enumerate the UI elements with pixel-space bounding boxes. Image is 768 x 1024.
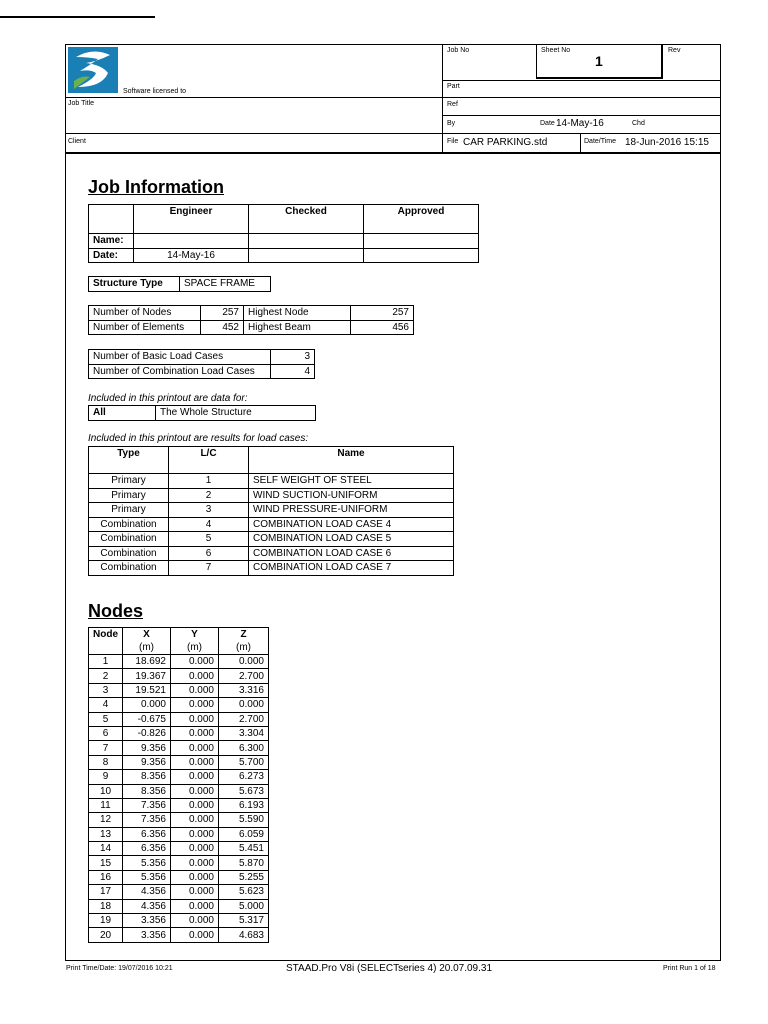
table-row <box>89 741 269 755</box>
node-id-cell: 4 <box>89 698 123 712</box>
table-row <box>89 870 269 884</box>
node-y-cell: 0.000 <box>171 885 219 899</box>
lc-name-cell: COMBINATION LOAD CASE 7 <box>249 561 454 576</box>
highest-beam-value: 456 <box>351 320 414 335</box>
lc-name-cell: SELF WEIGHT OF STEEL <box>249 474 454 489</box>
node-x-cell: 9.356 <box>123 755 171 769</box>
all-label: All <box>89 406 156 421</box>
table-row <box>89 726 269 740</box>
part-label: Part <box>447 83 460 90</box>
date-label: Date <box>540 120 555 127</box>
node-x-cell: 6.356 <box>123 842 171 856</box>
node-y-cell: 0.000 <box>171 813 219 827</box>
node-z-cell: 5.623 <box>219 885 269 899</box>
datetime-value: 18-Jun-2016 15:15 <box>625 137 709 148</box>
node-z-cell: 6.300 <box>219 741 269 755</box>
node-y-cell: 0.000 <box>171 928 219 942</box>
table-row <box>89 655 269 669</box>
node-z-cell: 0.000 <box>219 698 269 712</box>
basic-lc-label: Number of Basic Load Cases <box>89 350 271 365</box>
node-y-cell: 0.000 <box>171 726 219 740</box>
lc-name-cell: WIND SUCTION-UNIFORM <box>249 488 454 503</box>
table-row <box>89 813 269 827</box>
blank-cell <box>89 205 134 234</box>
lc-type-cell: Primary <box>89 488 169 503</box>
header-divider <box>442 115 721 116</box>
node-z-cell: 5.673 <box>219 784 269 798</box>
z-unit: (m) <box>236 642 251 653</box>
elements-label: Number of Elements <box>89 320 201 335</box>
node-x-cell: 6.356 <box>123 827 171 841</box>
node-id-cell: 9 <box>89 770 123 784</box>
node-x-cell: 5.356 <box>123 856 171 870</box>
node-x-cell: 18.692 <box>123 655 171 669</box>
basic-lc-count: 3 <box>271 350 315 365</box>
lc-type-cell: Combination <box>89 561 169 576</box>
table-row <box>89 503 454 518</box>
node-y-cell: 0.000 <box>171 798 219 812</box>
table-row <box>89 827 269 841</box>
highest-beam-label: Highest Beam <box>244 320 351 335</box>
program-version: STAAD.Pro V8i (SELECTseries 4) 20.07.09.31 <box>286 963 493 974</box>
node-x-cell: 3.356 <box>123 928 171 942</box>
table-row <box>89 928 269 942</box>
x-header-label: X <box>143 629 150 640</box>
table-row <box>89 914 269 928</box>
node-y-cell: 0.000 <box>171 914 219 928</box>
load-case-count-table <box>88 349 315 379</box>
node-x-cell: -0.826 <box>123 726 171 740</box>
y-unit: (m) <box>187 642 202 653</box>
z-header-label: Z <box>240 629 247 640</box>
node-z-cell: 5.255 <box>219 870 269 884</box>
lc-name-cell: WIND PRESSURE-UNIFORM <box>249 503 454 518</box>
node-y-cell: 0.000 <box>171 698 219 712</box>
header-divider <box>65 133 721 134</box>
rev-label: Rev <box>668 47 681 54</box>
print-run: Print Run 1 of 18 <box>663 965 716 972</box>
approved-header: Approved <box>364 205 479 234</box>
results-included-note: Included in this printout are results for load cases: <box>88 433 309 444</box>
comb-lc-count: 4 <box>271 364 315 379</box>
x-unit: (m) <box>139 642 154 653</box>
node-y-cell: 0.000 <box>171 856 219 870</box>
table-row <box>89 669 269 683</box>
table-row <box>89 770 269 784</box>
node-y-cell: 0.000 <box>171 770 219 784</box>
node-z-cell: 6.273 <box>219 770 269 784</box>
date-value: 14-May-16 <box>556 118 604 129</box>
node-y-cell: 0.000 <box>171 784 219 798</box>
table-row <box>89 474 454 489</box>
table-row <box>89 899 269 913</box>
job-title-label: Job Title <box>68 100 95 107</box>
node-x-cell: 7.356 <box>123 798 171 812</box>
structure-type-table <box>88 276 271 292</box>
node-x-cell: 0.000 <box>123 698 171 712</box>
lc-number-cell: 2 <box>169 488 249 503</box>
nodes-label: Number of Nodes <box>89 306 201 321</box>
lc-name-cell: COMBINATION LOAD CASE 4 <box>249 517 454 532</box>
node-y-cell: 0.000 <box>171 683 219 697</box>
job-info-table <box>88 204 479 263</box>
node-z-cell: 5.590 <box>219 813 269 827</box>
header-divider <box>442 44 443 153</box>
table-row <box>89 546 454 561</box>
node-z-cell: 6.059 <box>219 827 269 841</box>
table-row <box>89 517 454 532</box>
node-z-cell: 5.870 <box>219 856 269 870</box>
structure-type-label: Structure Type <box>89 277 180 292</box>
highest-node-label: Highest Node <box>244 306 351 321</box>
type-header: Type <box>89 447 169 474</box>
all-value: The Whole Structure <box>156 406 316 421</box>
top-rule <box>0 16 155 18</box>
header-divider <box>442 80 721 81</box>
node-id-cell: 12 <box>89 813 123 827</box>
node-x-cell: 19.367 <box>123 669 171 683</box>
header-bottom-rule <box>65 152 721 154</box>
table-row <box>89 561 454 576</box>
sheet-no-label: Sheet No <box>541 47 571 54</box>
x-header <box>123 628 171 655</box>
file-label: File <box>447 138 459 145</box>
node-x-cell: 9.356 <box>123 741 171 755</box>
table-row <box>89 683 269 697</box>
node-y-cell: 0.000 <box>171 842 219 856</box>
node-z-cell: 4.683 <box>219 928 269 942</box>
lc-type-cell: Combination <box>89 532 169 547</box>
table-row <box>89 532 454 547</box>
approved-date <box>364 248 479 263</box>
node-id-cell: 11 <box>89 798 123 812</box>
node-y-cell: 0.000 <box>171 899 219 913</box>
y-header-label: Y <box>191 629 198 640</box>
node-z-cell: 2.700 <box>219 669 269 683</box>
table-row <box>89 488 454 503</box>
data-included-note: Included in this printout are data for: <box>88 393 248 404</box>
node-y-cell: 0.000 <box>171 655 219 669</box>
node-id-cell: 6 <box>89 726 123 740</box>
lc-number-cell: 1 <box>169 474 249 489</box>
print-time: Print Time/Date: 19/07/2016 10:21 <box>66 965 173 972</box>
node-id-cell: 14 <box>89 842 123 856</box>
datetime-label: Date/Time <box>584 138 617 145</box>
name-label: Name: <box>89 234 134 249</box>
included-data-table <box>88 405 316 421</box>
lc-name-cell: COMBINATION LOAD CASE 5 <box>249 532 454 547</box>
load-cases-table <box>88 446 454 576</box>
node-id-cell: 15 <box>89 856 123 870</box>
counts-table <box>88 305 414 335</box>
lc-type-cell: Primary <box>89 503 169 518</box>
engineer-name <box>134 234 249 249</box>
node-id-cell: 20 <box>89 928 123 942</box>
node-id-cell: 17 <box>89 885 123 899</box>
lc-number-cell: 6 <box>169 546 249 561</box>
checked-date <box>249 248 364 263</box>
node-id-cell: 19 <box>89 914 123 928</box>
checked-name <box>249 234 364 249</box>
node-id-cell: 7 <box>89 741 123 755</box>
lc-number-cell: 7 <box>169 561 249 576</box>
node-id-cell: 8 <box>89 755 123 769</box>
node-y-cell: 0.000 <box>171 870 219 884</box>
lc-number-cell: 4 <box>169 517 249 532</box>
node-x-cell: 5.356 <box>123 870 171 884</box>
node-z-cell: 5.451 <box>219 842 269 856</box>
node-id-cell: 3 <box>89 683 123 697</box>
sheet-no-value: 1 <box>595 53 603 69</box>
y-header <box>171 628 219 655</box>
node-y-cell: 0.000 <box>171 741 219 755</box>
engineer-header: Engineer <box>134 205 249 234</box>
node-z-cell: 5.000 <box>219 899 269 913</box>
node-y-cell: 0.000 <box>171 669 219 683</box>
approved-name <box>364 234 479 249</box>
node-id-cell: 2 <box>89 669 123 683</box>
node-z-cell: 6.193 <box>219 798 269 812</box>
node-x-cell: 19.521 <box>123 683 171 697</box>
node-id-cell: 1 <box>89 655 123 669</box>
node-x-cell: 4.356 <box>123 899 171 913</box>
lc-number-cell: 5 <box>169 532 249 547</box>
node-header: Node <box>89 628 123 655</box>
header-divider <box>65 97 721 98</box>
lc-name-cell: COMBINATION LOAD CASE 6 <box>249 546 454 561</box>
node-z-cell: 5.700 <box>219 755 269 769</box>
checked-header: Checked <box>249 205 364 234</box>
engineer-date: 14-May-16 <box>134 248 249 263</box>
lc-type-cell: Combination <box>89 517 169 532</box>
node-y-cell: 0.000 <box>171 827 219 841</box>
staad-logo <box>68 47 118 93</box>
node-x-cell: -0.675 <box>123 712 171 726</box>
lc-type-cell: Primary <box>89 474 169 489</box>
node-x-cell: 3.356 <box>123 914 171 928</box>
nodes-title: Nodes <box>88 601 144 621</box>
table-row <box>89 755 269 769</box>
node-y-cell: 0.000 <box>171 712 219 726</box>
date-row-label: Date: <box>89 248 134 263</box>
ref-label: Ref <box>447 101 458 108</box>
comb-lc-label: Number of Combination Load Cases <box>89 364 271 379</box>
z-header <box>219 628 269 655</box>
name-header: Name <box>249 447 454 474</box>
node-x-cell: 8.356 <box>123 770 171 784</box>
nodes-table <box>88 627 269 943</box>
job-information-title: Job Information <box>88 177 224 197</box>
node-id-cell: 18 <box>89 899 123 913</box>
structure-type-value: SPACE FRAME <box>180 277 271 292</box>
node-x-cell: 7.356 <box>123 813 171 827</box>
highest-node-value: 257 <box>351 306 414 321</box>
table-row <box>89 856 269 870</box>
lc-type-cell: Combination <box>89 546 169 561</box>
software-licensed-label: Software licensed to <box>123 88 187 95</box>
node-id-cell: 5 <box>89 712 123 726</box>
job-no-label: Job No <box>447 47 470 54</box>
table-row <box>89 885 269 899</box>
node-z-cell: 3.304 <box>219 726 269 740</box>
table-row <box>89 798 269 812</box>
node-id-cell: 13 <box>89 827 123 841</box>
node-id-cell: 10 <box>89 784 123 798</box>
node-z-cell: 3.316 <box>219 683 269 697</box>
table-row <box>89 842 269 856</box>
by-label: By <box>447 120 456 127</box>
node-x-cell: 4.356 <box>123 885 171 899</box>
chd-label: Chd <box>632 120 645 127</box>
node-y-cell: 0.000 <box>171 755 219 769</box>
lc-header: L/C <box>169 447 249 474</box>
client-label: Client <box>68 138 86 145</box>
table-row <box>89 698 269 712</box>
node-id-cell: 16 <box>89 870 123 884</box>
node-z-cell: 2.700 <box>219 712 269 726</box>
elements-count: 452 <box>201 320 244 335</box>
header-divider <box>580 133 581 153</box>
lc-number-cell: 3 <box>169 503 249 518</box>
table-row <box>89 712 269 726</box>
nodes-count: 257 <box>201 306 244 321</box>
node-z-cell: 5.317 <box>219 914 269 928</box>
table-row <box>89 784 269 798</box>
node-z-cell: 0.000 <box>219 655 269 669</box>
file-value: CAR PARKING.std <box>463 137 548 148</box>
node-x-cell: 8.356 <box>123 784 171 798</box>
